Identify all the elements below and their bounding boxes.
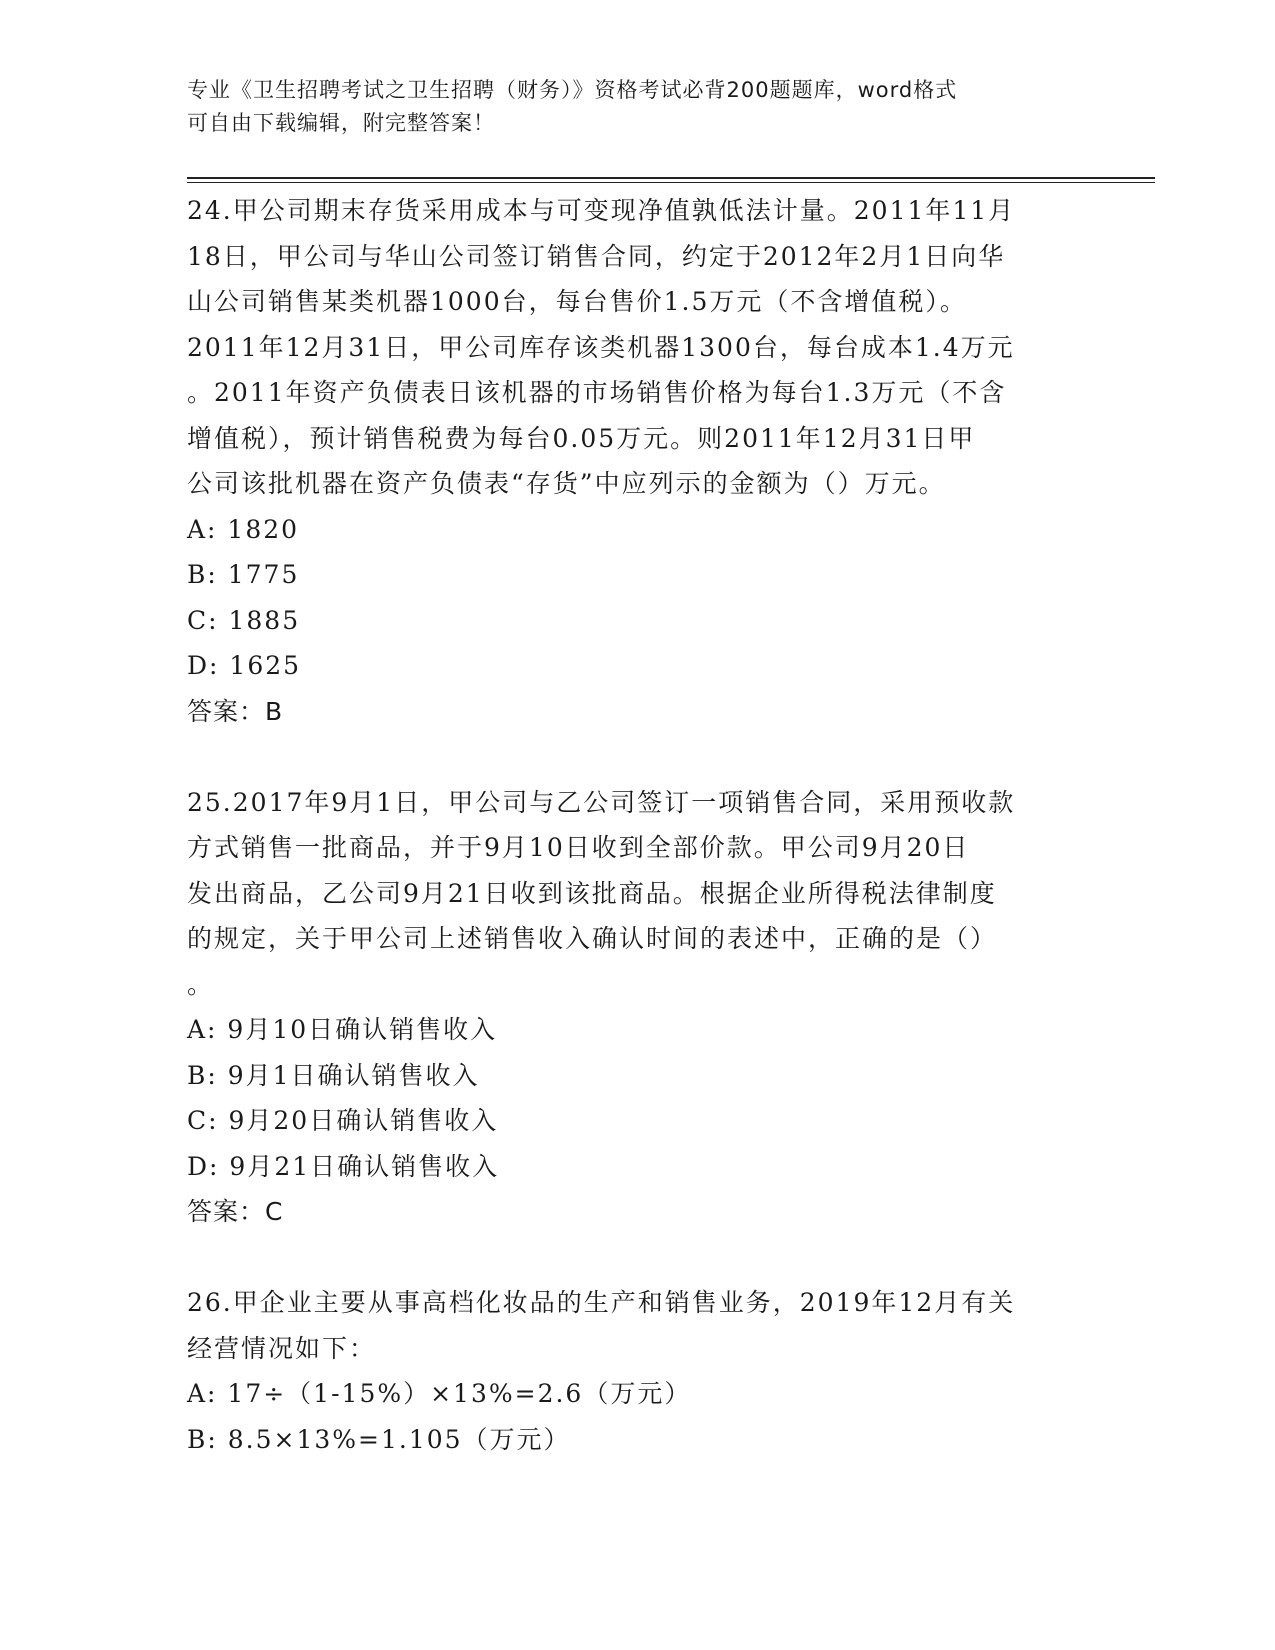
question-text-line: 山公司销售某类机器1000台，每台售价1.5万元（不含增值税）。 xyxy=(187,287,967,316)
header-rule-thick xyxy=(187,177,1155,179)
question-spacer xyxy=(187,1235,1087,1281)
question-text-line: 经营情况如下： xyxy=(187,1333,377,1363)
answer-line: 答案：B xyxy=(187,696,284,726)
option-a: A: 9月10日确认销售收入 xyxy=(187,1015,498,1044)
question-list xyxy=(187,188,1087,1462)
option-a: A: 1820 xyxy=(187,514,300,544)
header-title-line-2: 可自由下载编辑，附完整答案！ xyxy=(187,111,495,135)
question-25 xyxy=(187,780,1087,1235)
question-text-line: 发出商品，乙公司9月21日收到该批商品。根据企业所得税法律制度 xyxy=(187,878,997,908)
option-d: D: 9月21日确认销售收入 xyxy=(187,1151,500,1181)
answer-line: 答案：C xyxy=(187,1197,284,1226)
question-text-line: 24.甲公司期末存货采用成本与可变现净值孰低法计量。2011年11月 xyxy=(187,196,1016,225)
question-text-line: 方式销售一批商品，并于9月10日收到全部价款。甲公司9月20日 xyxy=(187,833,970,862)
option-b: B: 8.5×13%=1.105（万元） xyxy=(187,1424,571,1454)
option-d: D: 1625 xyxy=(187,651,302,680)
question-text-line: 增值税），预计销售税费为每台0.05万元。则2011年12月31日甲 xyxy=(187,423,976,453)
option-b: B: 9月1日确认销售收入 xyxy=(187,1060,480,1090)
option-b: B: 1775 xyxy=(187,560,300,589)
question-text-line: 公司该批机器在资产负债表“存货”中应列示的金额为（）万元。 xyxy=(187,469,946,498)
question-text-line: 的规定，关于甲公司上述销售收入确认时间的表述中，正确的是（） xyxy=(187,924,998,953)
header-rule-thin xyxy=(187,182,1155,183)
question-text-line: 26.甲企业主要从事高档化妆品的生产和销售业务，2019年12月有关 xyxy=(187,1288,1016,1317)
header-title-line-1: 专业《卫生招聘考试之卫生招聘（财务）》资格考试必背200题题库，word格式 xyxy=(187,78,958,102)
question-text-line: 2011年12月31日，甲公司库存该类机器1300台，每台成本1.4万元 xyxy=(187,332,1015,362)
option-a: A: 17÷（1-15%）×13%=2.6（万元） xyxy=(187,1379,692,1408)
question-text-line: 。 xyxy=(187,969,215,999)
question-26 xyxy=(187,1280,1087,1462)
question-24 xyxy=(187,188,1087,734)
question-text-line: 。2011年资产负债表日该机器的市场销售价格为每台1.3万元（不含 xyxy=(187,378,1007,407)
option-c: C: 1885 xyxy=(187,605,301,635)
option-c: C: 9月20日确认销售收入 xyxy=(187,1106,499,1135)
question-text-line: 25.2017年9月1日，甲公司与乙公司签订一项销售合同，采用预收款 xyxy=(187,787,1016,817)
document-header xyxy=(187,74,1087,140)
question-spacer xyxy=(187,734,1087,780)
question-text-line: 18日，甲公司与华山公司签订销售合同，约定于2012年2月1日向华 xyxy=(187,241,1006,271)
